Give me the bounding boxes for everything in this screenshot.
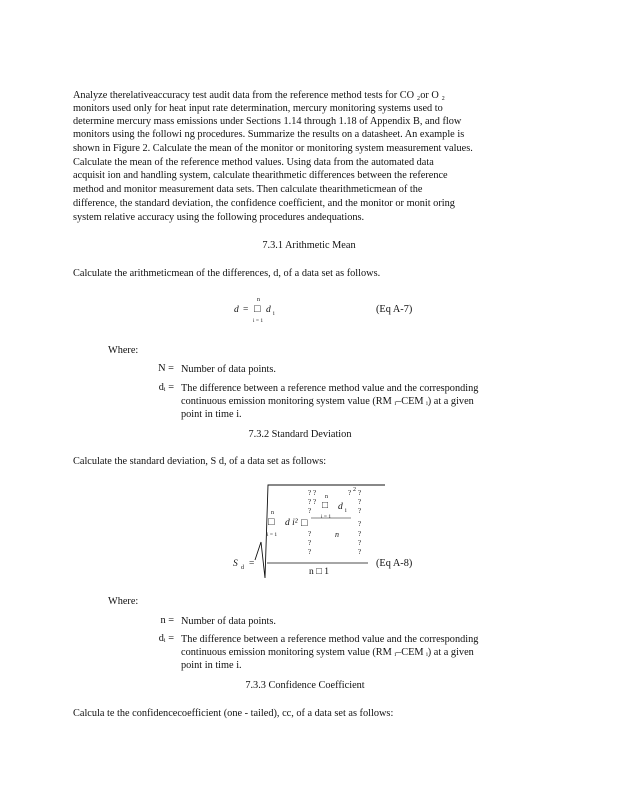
- equation-label: (Eq A-8): [376, 558, 413, 569]
- section-lead-text: Calculate the standard deviation, S d, of a data set as follows:: [73, 456, 327, 467]
- sum-symbol: □: [322, 500, 329, 511]
- bracket-artifact: ?: [358, 507, 362, 515]
- bracket-artifact: ?: [348, 489, 352, 497]
- sum-upper-limit: n: [257, 297, 260, 303]
- bracket-artifact: ?: [358, 489, 362, 497]
- sum-upper-limit: n: [325, 494, 328, 500]
- inner-term: d: [338, 502, 343, 512]
- definition-text: Number of data points.: [181, 364, 276, 375]
- definition-text: point in time i.: [181, 660, 242, 671]
- where-label: Where:: [108, 596, 139, 607]
- definition-symbol: dᵢ =: [158, 633, 174, 644]
- bracket-artifact: ?: [358, 520, 362, 528]
- bracket-artifact: ?: [358, 530, 362, 538]
- bracket-artifact: ?: [313, 498, 317, 506]
- section-lead-text: Calculate the arithmeticmean of the differences, d, of a data set as follows.: [73, 268, 381, 279]
- sum-lower-limit: i = 1: [321, 514, 332, 520]
- bracket-artifact: ?: [308, 539, 312, 547]
- eq-lhs: d: [234, 305, 239, 315]
- bracket-artifact: ?: [308, 507, 312, 515]
- section-lead-text: Calcula te the confidencecoefficient (one - tailed), cc, of a data set as follows:: [73, 708, 394, 719]
- definition-text: continuous emission monitoring system value (RM ᵢ–CEM ᵢ) at a given: [181, 396, 474, 407]
- definition-symbol: dᵢ =: [158, 382, 174, 393]
- section-heading-arithmetic-mean: 7.3.1 Arithmetic Mean: [262, 240, 356, 251]
- sum-symbol: □: [254, 303, 261, 315]
- eq-term-subscript: i: [273, 311, 275, 317]
- intro-line: Analyze therelativeaccuracy test audit data from the reference method tests for CO ₂or O ₂: [73, 90, 445, 101]
- inner-denominator: n: [335, 530, 339, 539]
- sum-symbol: □: [268, 516, 275, 528]
- squared-term: d i²: [285, 518, 298, 528]
- eq-lhs-subscript: d: [241, 565, 244, 571]
- sum-upper-limit: n: [271, 510, 274, 516]
- intro-line: monitors using the followi ng procedures. Summarize the results on a datasheet. An example is: [73, 129, 465, 140]
- definition-text: point in time i.: [181, 409, 242, 420]
- intro-line: shown in Figure 2. Calculate the mean of the monitor or monitoring system measurement values.: [73, 143, 473, 154]
- definition-symbol: n =: [160, 615, 174, 626]
- definition-text: The difference between a reference method value and the corresponding: [181, 383, 479, 394]
- squared-exponent: 2: [353, 487, 356, 493]
- bracket-artifact: ?: [313, 489, 317, 497]
- section-heading-confidence-coefficient: 7.3.3 Confidence Coefficient: [245, 680, 365, 691]
- definition-text: The difference between a reference method value and the corresponding: [181, 634, 479, 645]
- where-label: Where:: [108, 345, 139, 356]
- bracket-artifact: ?: [308, 548, 312, 556]
- eq-sign: =: [243, 305, 249, 315]
- inner-term-subscript: i: [345, 508, 347, 514]
- intro-line: system relative accuracy using the following procedures andequations.: [73, 212, 365, 223]
- eq-sign: =: [249, 559, 255, 569]
- sum-lower-limit: i = 1: [253, 318, 264, 324]
- equation-label: (Eq A-7): [376, 304, 413, 315]
- sum-lower-limit: i = 1: [267, 532, 278, 538]
- intro-line: monitors used only for heat input rate determination, mercury monitoring systems used to: [73, 103, 443, 114]
- intro-line: acquisit ion and handling system, calculate thearithmetic differences between the reference: [73, 170, 448, 181]
- section-heading-standard-deviation: 7.3.2 Standard Deviation: [248, 429, 352, 440]
- intro-line: difference, the standard deviation, the confidence coefficient, and the monitor or monit oring: [73, 198, 455, 209]
- intro-line: method and monitor measurement data sets. Then calculate thearithmeticmean of the: [73, 184, 423, 195]
- bracket-artifact: ?: [358, 498, 362, 506]
- bracket-artifact: ?: [358, 539, 362, 547]
- intro-line: determine mercury mass emissions under Sections 1.14 through 1.18 of Appendix B, and flow: [73, 116, 462, 127]
- outer-denominator: n □ 1: [309, 567, 329, 577]
- eq-lhs: S: [233, 559, 238, 569]
- minus-symbol: □: [301, 517, 308, 529]
- bracket-artifact: ?: [358, 548, 362, 556]
- definition-symbol: N =: [158, 363, 174, 374]
- definition-text: Number of data points.: [181, 616, 276, 627]
- eq-term: d: [266, 305, 271, 315]
- intro-line: Calculate the mean of the reference method values. Using data from the automated data: [73, 157, 434, 168]
- bracket-artifact: ?: [308, 498, 312, 506]
- definition-text: continuous emission monitoring system value (RM ᵢ–CEM ᵢ) at a given: [181, 647, 474, 658]
- bracket-artifact: ?: [308, 530, 312, 538]
- bracket-artifact: ?: [308, 489, 313, 497]
